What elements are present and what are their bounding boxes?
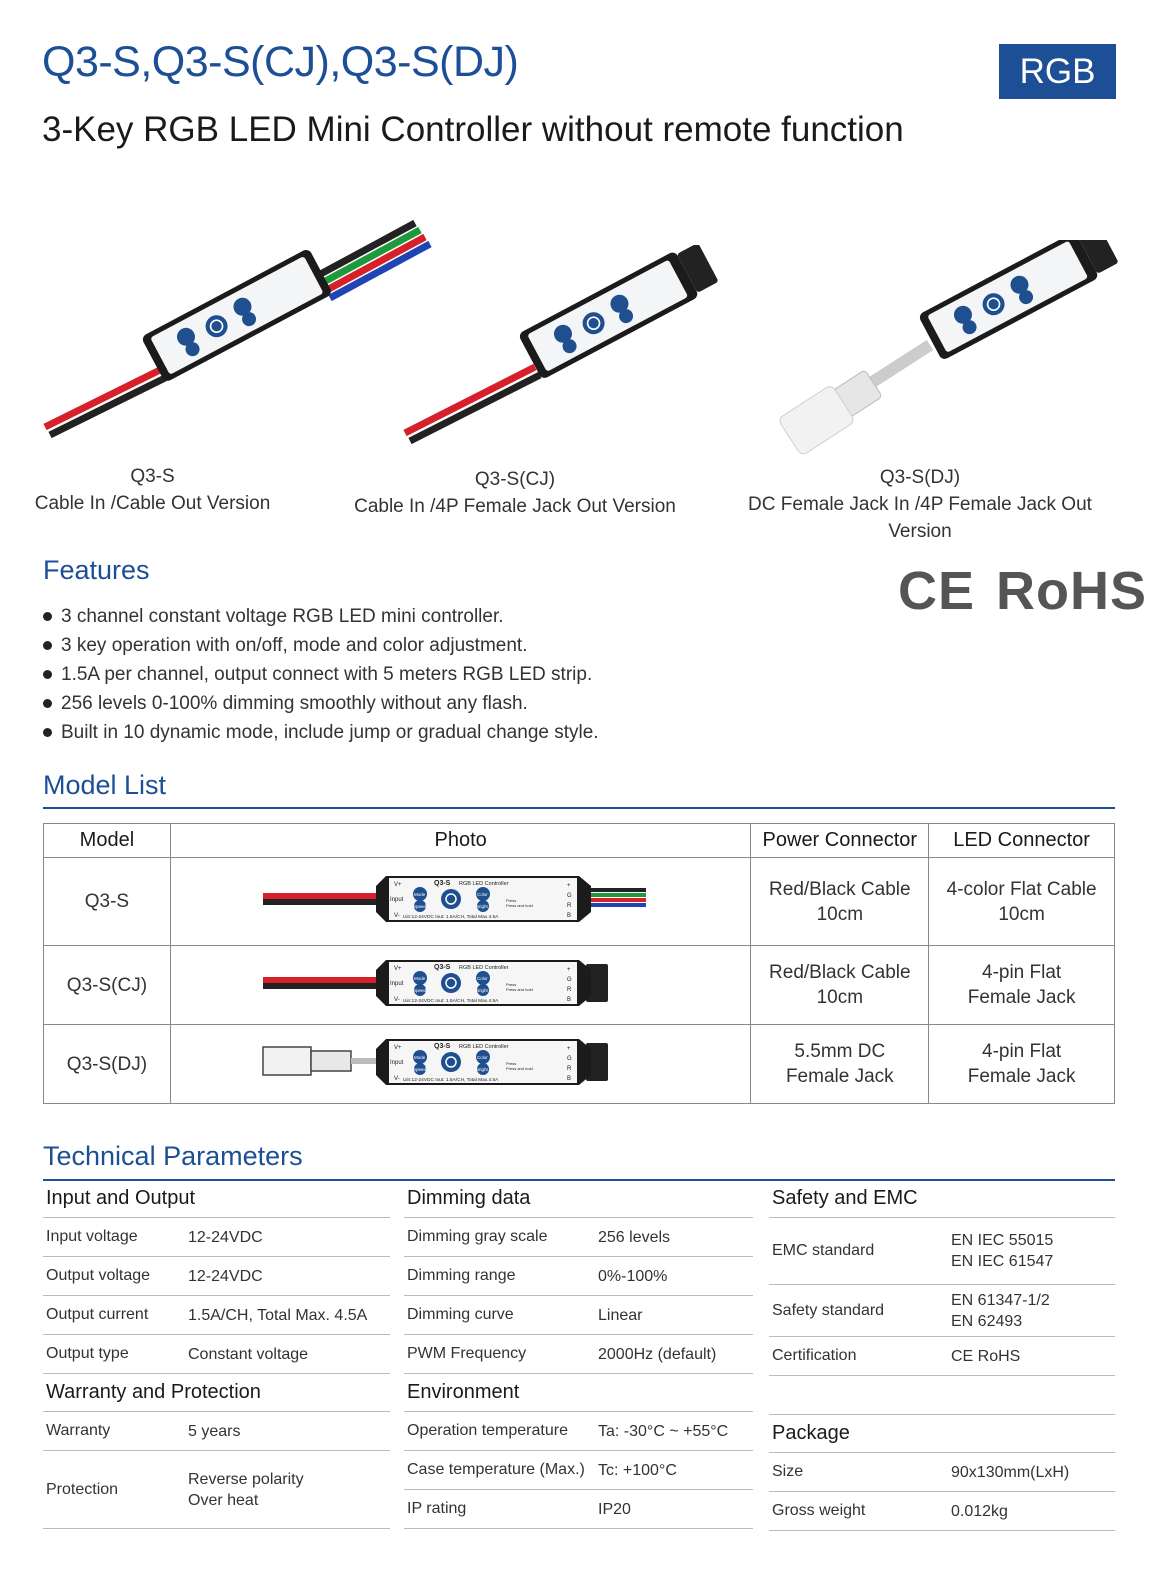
param-row: Dimming curve Linear [404, 1296, 753, 1335]
tech-column-3 [769, 1180, 1115, 1531]
press-hold-label: Press and hold [505, 986, 533, 992]
param-row: PWM Frequency 2000Hz (default) [404, 1335, 753, 1374]
press-label: Press [505, 898, 516, 903]
bullet-icon [43, 699, 52, 708]
product-photo-q3s [35, 205, 435, 445]
speed-label: Speed [412, 987, 426, 993]
product-model: Q3-S [130, 466, 175, 487]
output-wires [591, 890, 646, 905]
param-row: Output type Constant voltage [43, 1335, 390, 1374]
product-caption-q3s [20, 463, 285, 517]
pin-label: R [566, 903, 571, 909]
photo-cell [170, 946, 751, 1025]
param-row: Gross weight 0.012kg [769, 1492, 1115, 1531]
controller-photo [261, 1031, 661, 1091]
param-row: Safety standard EN 61347-1/2 EN 62493 [769, 1285, 1115, 1337]
features-list [43, 602, 599, 747]
param-row: Size 90x130mm(LxH) [769, 1453, 1115, 1492]
model-list-heading: Model List [43, 770, 167, 800]
vplus-label: V+ [393, 1044, 402, 1051]
led-connector-cell: 4-pin Flat Female Jack [929, 946, 1115, 1025]
tech-column-1 [43, 1180, 390, 1529]
ce-mark: CE [898, 561, 976, 621]
photo-cell [170, 1025, 751, 1104]
press-label: Press [505, 981, 516, 987]
bullet-icon [43, 670, 52, 679]
power-connector-cell: Red/Black Cable 10cm [751, 946, 929, 1025]
device-name: RGB LED Controller [458, 881, 509, 887]
led-connector-cell: 4-pin Flat Female Jack [929, 1025, 1115, 1104]
power-button-icon [441, 973, 461, 993]
controller-photo [261, 868, 661, 928]
col-header-power: Power Connector [751, 824, 929, 858]
pin-label: B [566, 913, 571, 919]
product-version: DC Female Jack In /4P Female Jack Out Version [748, 494, 1092, 542]
product-version: Cable In /Cable Out Version [34, 493, 271, 514]
controller-body [376, 960, 591, 1006]
dc-jack [263, 1047, 381, 1075]
press-hold-label: Press and hold [505, 1065, 533, 1071]
param-row: IP rating IP20 [404, 1490, 753, 1529]
controller-photo [261, 952, 661, 1012]
mode-label: Mode [413, 975, 425, 981]
bullet-icon [43, 641, 52, 650]
input-label: Input [389, 1059, 403, 1066]
group-heading: Package [769, 1415, 1115, 1453]
controller-body [376, 1039, 591, 1085]
pin-label: G [566, 893, 572, 899]
model-cell: Q3-S(DJ) [44, 1025, 171, 1104]
bullet-icon [43, 612, 52, 621]
tech-column-2 [404, 1180, 753, 1529]
color-label: Color [476, 975, 488, 981]
pin-label: R [566, 986, 571, 993]
features-heading: Features [43, 555, 150, 585]
spacer-row [769, 1376, 1115, 1415]
param-row: Operation temperature Ta: -30°C ~ +55°C [404, 1412, 753, 1451]
input-label: Input [389, 980, 403, 987]
section-rule [43, 807, 1115, 809]
model-cell: Q3-S [44, 858, 171, 946]
group-heading: Dimming data [404, 1180, 753, 1218]
pin-label: + [566, 966, 571, 973]
group-heading: Safety and EMC [769, 1180, 1115, 1218]
feature-item: 256 levels 0-100% dimming smoothly without any flash. [43, 689, 599, 718]
device-spec: Uin:12-24VDC Iout: 1.5A/CH, Total Max.4.5A [402, 915, 498, 920]
param-row: Output voltage 12-24VDC [43, 1257, 390, 1296]
press-hold-label: Press and hold [505, 903, 533, 908]
bright-label: Bright [475, 1066, 488, 1072]
feature-item: 3 channel constant voltage RGB LED mini controller. [43, 602, 599, 631]
vminus-label: V- [393, 996, 400, 1003]
col-header-photo: Photo [170, 824, 751, 858]
input-wires [45, 370, 165, 435]
table-header-row [44, 824, 1115, 858]
product-photo-q3s-cj [385, 245, 725, 450]
bright-label: Bright [475, 904, 488, 909]
feature-item: 3 key operation with on/off, mode and color adjustment. [43, 631, 599, 660]
vplus-label: V+ [393, 965, 402, 972]
pin-label: B [566, 996, 571, 1003]
device-name: RGB LED Controller [458, 1043, 509, 1050]
product-caption-q3s-dj [715, 464, 1125, 545]
led-connector-cell: 4-color Flat Cable 10cm [929, 858, 1115, 946]
rgb-badge: RGB [999, 44, 1116, 99]
group-heading: Environment [404, 1374, 753, 1412]
table-row [44, 1025, 1115, 1104]
table-row [44, 858, 1115, 946]
rohs-mark: RoHS [996, 561, 1147, 621]
speed-label: Speed [412, 904, 426, 909]
model-table [43, 823, 1115, 1104]
input-label: Input [389, 897, 403, 903]
pin-label: + [566, 883, 571, 889]
param-row: Certification CE RoHS [769, 1337, 1115, 1376]
pin-label: R [566, 1065, 571, 1072]
color-label: Color [476, 892, 488, 897]
power-connector-cell: Red/Black Cable 10cm [751, 858, 929, 946]
mode-label: Mode [413, 1054, 425, 1060]
power-button-icon [441, 1052, 461, 1072]
table-row [44, 946, 1115, 1025]
param-row: Input voltage 12-24VDC [43, 1218, 390, 1257]
model-cell: Q3-S(CJ) [44, 946, 171, 1025]
power-connector-cell: 5.5mm DC Female Jack [751, 1025, 929, 1104]
feature-item: Built in 10 dynamic mode, include jump or gradual change style. [43, 718, 599, 747]
color-label: Color [476, 1054, 488, 1060]
input-wires [405, 367, 540, 441]
page-subtitle: 3-Key RGB LED Mini Controller without remote function [42, 110, 904, 149]
vminus-label: V- [393, 1075, 400, 1082]
feature-item: 1.5A per channel, output connect with 5 meters RGB LED strip. [43, 660, 599, 689]
press-label: Press [505, 1060, 516, 1066]
param-row: Output current 1.5A/CH, Total Max. 4.5A [43, 1296, 390, 1335]
product-version: Cable In /4P Female Jack Out Version [354, 496, 676, 517]
speed-label: Speed [412, 1066, 426, 1072]
technical-heading: Technical Parameters [43, 1141, 303, 1171]
product-model: Q3-S(CJ) [474, 469, 556, 490]
photo-cell [170, 858, 751, 946]
param-row: Protection Reverse polarity Over heat [43, 1451, 390, 1529]
vplus-label: V+ [393, 882, 402, 888]
bullet-icon [43, 728, 52, 737]
power-button-icon [441, 889, 461, 909]
device-brand: Q3-S [433, 1042, 450, 1050]
controller-body [376, 876, 591, 922]
col-header-model: Model [44, 824, 171, 858]
device-spec: Uin:12-24VDC Iout: 1.5A/CH, Total Max.4.5A [402, 998, 498, 1004]
param-row: Case temperature (Max.) Tc: +100°C [404, 1451, 753, 1490]
pin-label: G [566, 976, 572, 983]
page-title: Q3-S,Q3-S(CJ),Q3-S(DJ) [42, 38, 519, 86]
product-photo-q3s-dj [765, 240, 1125, 460]
device-brand: Q3-S [433, 880, 450, 887]
dc-jack [778, 345, 930, 456]
param-row: EMC standard EN IEC 55015 EN IEC 61547 [769, 1218, 1115, 1285]
group-heading: Input and Output [43, 1180, 390, 1218]
bright-label: Bright [475, 987, 488, 993]
col-header-led: LED Connector [929, 824, 1115, 858]
device-name: RGB LED Controller [458, 964, 509, 971]
pin-label: B [566, 1075, 571, 1082]
vminus-label: V- [393, 913, 400, 919]
pin-label: + [566, 1045, 571, 1052]
product-caption-q3s-cj [340, 466, 690, 520]
group-heading: Warranty and Protection [43, 1374, 390, 1412]
pin-label: G [566, 1055, 572, 1062]
param-row: Dimming range 0%-100% [404, 1257, 753, 1296]
param-row: Warranty 5 years [43, 1412, 390, 1451]
mode-label: Mode [413, 892, 425, 897]
param-row: Dimming gray scale 256 levels [404, 1218, 753, 1257]
product-model: Q3-S(DJ) [879, 467, 961, 488]
device-spec: Uin:12-24VDC Iout: 1.5A/CH, Total Max.4.5A [402, 1077, 498, 1083]
device-brand: Q3-S [433, 963, 450, 971]
